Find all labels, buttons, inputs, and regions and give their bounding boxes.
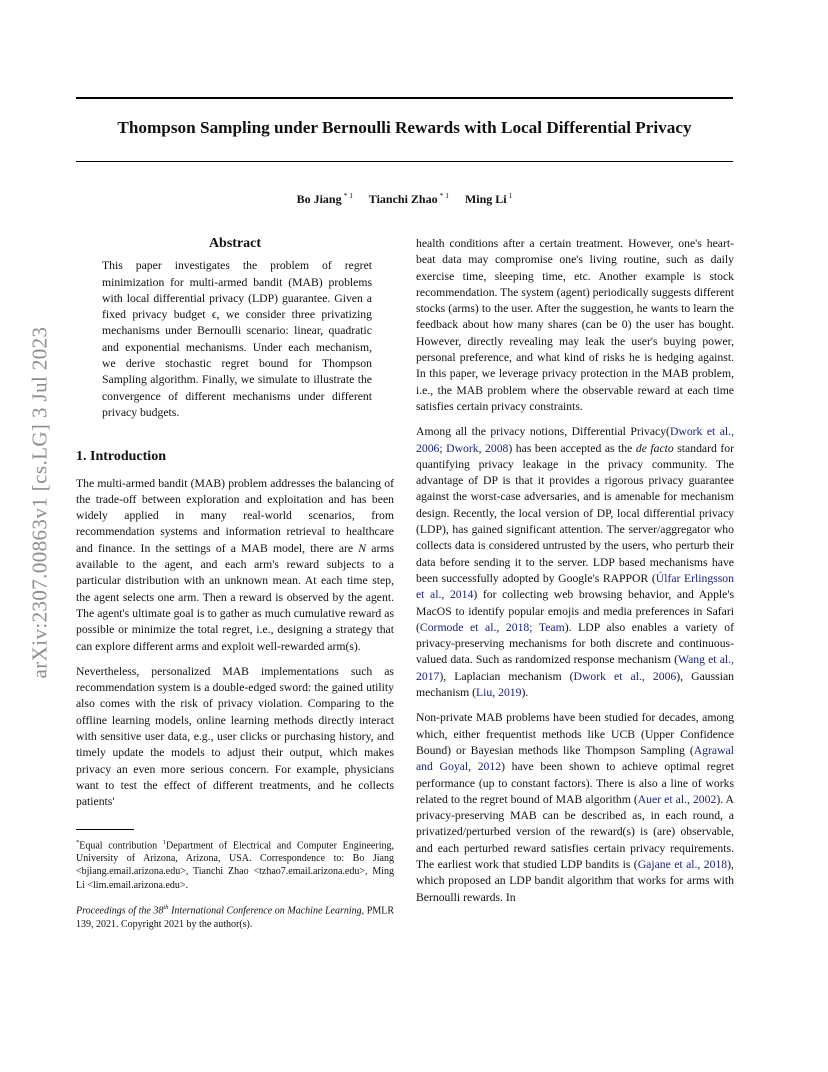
text-run: ) have been shown to achieve optimal regret performance (up to constant factors). There is also a line of works related to the regret bound of MAB algorithm ( [416, 760, 735, 806]
proceedings-note [76, 901, 394, 931]
text-run: ). LDP also enables a variety of privacy-preserving mechanisms for both discrete and continuous-valued data. Such as randomized response mechanism ( [416, 620, 734, 667]
section-heading-introduction: 1. Introduction [76, 449, 166, 465]
text-run: ). A privacy-preserving MAB can be described as, in each round, a privatized/perturbed version of the reward(s) is (are) observable, and each perturbed reward satisfies certain privacy requirements. The earliest work that studied LDP bandits is ( [416, 792, 735, 871]
abstract-heading: Abstract [208, 236, 262, 251]
title-rule-bottom [76, 161, 733, 162]
text-run: ), Laplacian mechanism ( [439, 669, 574, 683]
citation-link[interactable]: Úlfar Erlingsson et al., 2014 [416, 571, 734, 602]
author-name: Tianchi Zhao [368, 192, 438, 206]
text-run: International Conference on Machine Learning [168, 905, 362, 917]
body-paragraph: health conditions after a certain treatment. However, one's heart-beat data may compromise one's living routine, such as daily exercise time, sleeping time, etc. Another example is stock recommendation. The system (agent) periodically suggests different stocks (arms) to the user. After the suggestion, he wants to learn the feedback about how many shares (can be 0) the user has bought. However, directly revealing may leak the user's buying power, personal preference, and what kind of risks he is hedging against. In this paper, we leverage privacy protection in the MAB problem, i.e., the MAB problem where the observable reward at each time satisfies certain privacy constraints. [416, 237, 734, 413]
intro-paragraph: Nevertheless, personalized MAB implementations such as recommendation system is a double-edged sword: the gained utility also comes with the risk of privacy violation. Comparing to the offline learning models, online learning methods directly interact with sensitive user data, e.g., user clicks or purchasing history, and timely update the models to adjust their output, which makes privacy an even more serious concern. For example, physicians want to test the effect of different treatments, and he collects patients' [76, 664, 394, 809]
text-run: standard for quantifying privacy leakage in the privacy community. The advantage of DP is that it provides a rigorous privacy guarantee against the worst-case adversaries, and is amenable for mechanism design. Recently, the local version of DP, local differential privacy (LDP), has gained significant attention. The server/aggregator who collects data is considered untrusted by the users, who perturb their data before sending it to the server. LDP based mechanisms have been successfully adopted by Google's RAPPOR ( [416, 441, 734, 585]
citation-link[interactable]: Wang et al., 2017 [416, 653, 734, 683]
citation-link[interactable]: Dwork et al., 2006; Dwork, 2008 [416, 425, 734, 455]
affiliation-footnote [76, 836, 394, 893]
citation-link[interactable]: Liu, 2019 [476, 686, 522, 700]
text-run: Non-private MAB problems have been studied for decades, among which, either frequentist methods like UCB (Upper Confidence Bound) or Bayesian methods like Thompson Sampling ( [416, 711, 734, 757]
citation-link[interactable]: Gajane et al., 2018 [637, 857, 728, 871]
text-run: Among all the privacy notions, Differential Privacy( [416, 425, 670, 439]
text-run: Equal contribution [79, 839, 163, 851]
author-list [76, 191, 733, 207]
author-name: Bo Jiang [296, 192, 342, 206]
text-run: Department of Electrical and Computer Engineering, University of Arizona, Arizona, USA. Correspondence to: Bo Jiang <bjiang.email.arizona.edu>, Tianchi Zhao <tzhao7.email.arizona.edu>, Ming Li <lim.email.arizona.edu>. [76, 839, 394, 891]
citation-link[interactable]: Cormode et al., 2018; Team [419, 620, 565, 634]
body-paragraph [416, 710, 734, 906]
author-name: Ming Li [464, 192, 507, 206]
footnote-mark: * [76, 838, 80, 846]
text-run: ) for collecting web browsing behavior, and Apple's MacOS to identify popular emojis and media preferences in Safari ( [416, 588, 734, 634]
text-run: The multi-armed bandit (MAB) problem addresses the balancing of the trade-off between exploration and exploitation and has been widely applied in many real-world scenarios, from recommendation systems and information retrieval to healthcare and finance. In the settings of a MAB model, there are [76, 476, 394, 555]
ordinal-suffix: th [163, 904, 169, 912]
arxiv-side-identifier [10, 262, 70, 742]
text-run: Proceedings of the 38 [76, 905, 164, 917]
title-rule-top [76, 97, 733, 99]
citation-link[interactable]: Agrawal and Goyal, 2012 [416, 743, 734, 774]
arxiv-id-text: arXiv:2307.00863v1 [cs.LG] 3 Jul 2023 [27, 326, 52, 678]
left-column [76, 236, 394, 940]
right-column [416, 236, 734, 915]
footnote-mark: 1 [162, 838, 167, 846]
text-run: ), which proposed an LDP bandit algorithm that works for arms with Bernoulli rewards. In [416, 857, 734, 904]
math-variable: N [358, 541, 367, 555]
abstract-text: This paper investigates the problem of regret minimization for multi-armed bandit (MAB) problems with local differential privacy (LDP) guarantee. Given a fixed privacy budget ϵ, we consider three privatizing mechanisms under Bernoulli scenario: linear, quadratic and exponential mechanisms. Under each mechanism, we derive stochastic regret bound for Thompson Sampling algorithm. Finally, we simulate to illustrate the convergence of different mechanisms under different privacy budgets. [102, 259, 372, 419]
citation-link[interactable]: Dwork et al., 2006 [573, 669, 677, 683]
citation-link[interactable]: Auer et al., 2002 [637, 792, 717, 806]
text-run: ) has been accepted as the [508, 441, 636, 455]
paper-title: Thompson Sampling under Bernoulli Rewards with Local Differential Privacy [117, 118, 692, 137]
footnote-rule [76, 829, 134, 830]
author-affiliation-mark: * 1 [439, 191, 449, 200]
text-run: ), Gaussian mechanism ( [416, 669, 734, 700]
intro-paragraph [76, 476, 394, 655]
text-run: de facto [635, 441, 674, 455]
text-run: ). [521, 686, 529, 700]
text-run: arms available to the agent, and each arm's reward subjects to a particular distribution with an unknown mean. At each time step, the agent selects one arm. Then a reward is observed by the agent. The agent's ultimate goal is to gather as much cumulative reward as possible or minimize the total regret, i.e., designing a strategy that can explore different arms and exploit well-rewarded arm(s). [76, 541, 394, 653]
author-affiliation-mark: 1 [508, 191, 513, 200]
text-run: , PMLR 139, 2021. Copyright 2021 by the author(s). [76, 905, 395, 930]
body-paragraph [416, 424, 734, 701]
author-affiliation-mark: * 1 [343, 191, 353, 200]
